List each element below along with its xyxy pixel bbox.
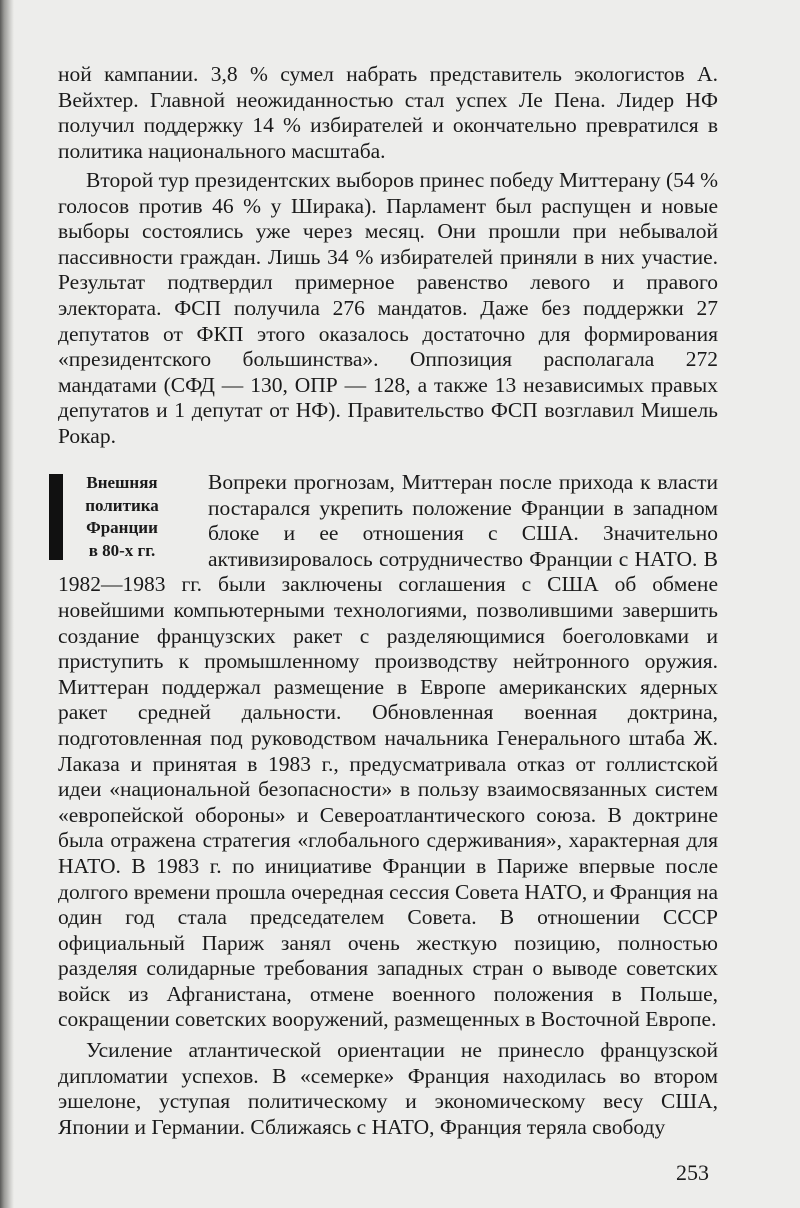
paragraph-1-container — [58, 62, 718, 164]
side-heading-line-3: Франции — [86, 518, 158, 537]
paragraph-1: ной кампании. 3,8 % сумел набрать представитель экологистов А. Вейхтер. Главной неожиданностью стал успех Ле Пена. Лидер НФ получил поддержку 14 % избирателей и окончательно превратился в политика национального масштаба. — [58, 62, 718, 163]
paragraph-2: Второй тур президентских выборов принес победу Миттерану (54 % голосов против 46 % у Ширака). Парламент был распущен и новые выборы состоялись уже через месяц. Они прошли при небывалой пассивности граждан. Лишь 34 % избирателей приняли в них участие. Результат подтвердил примерное равенство левого и правого электората. ФСП получила 276 мандатов. Даже без поддержки 27 депутатов от ФКП этого оказалось достаточно для формирования «президентского большинства». Оппозиция располагала 272 мандатами (СФД — 130, ОПР — 128, а также 13 независимых правых депутатов и 1 депутат от НФ). Правительство ФСП возглавил Мишель Рокар. — [58, 168, 718, 448]
page-binding-shadow — [0, 0, 14, 1208]
paragraph-4: Усиление атлантической ориентации не принесло французской дипломатии успехов. В «семерке» Франция находилась во втором эшелоне, уступая политическому и экономическому весу США, Японии и Германии. Сближаясь с НАТО, Франция теряла свободу — [58, 1038, 718, 1139]
side-heading-spacer — [58, 470, 208, 572]
paragraph-4-container — [58, 1038, 718, 1140]
side-heading-line-1: Внешняя — [86, 473, 158, 492]
paragraph-3: Вопреки прогнозам, Миттеран после прихода к власти постарался укрепить положение Франции в западном блоке и ее отношения с США. Значительно активизировалось сотрудничество Франции с НАТО. В 1982—1983 гг. были заключены соглашения с США об обмене новейшими компьютерными технологиями, позволившими завершить создание французских ракет с разделяющимися боеголовками и приступить к промышленному производству нейтронного оружия. Миттеран поддержал размещение в Европе американских ядерных ракет средней дальности. Обновленная военная доктрина, подготовленная под руководством начальника Генерального штаба Ж. Лаказа и принятая в 1983 г., предусматривала отказ от голлистской идеи «национальной безопасности» в пользу взаимосвязанных систем «европейской обороны» и Североатлантического союза. В доктрине была отражена стратегия «глобального сдерживания», характерная для НАТО. В 1983 г. по инициативе Франции в Париже впервые после долгого времени прошла очередная сессия Совета НАТО, и Франция на один год стала председателем Совета. В отношении СССР официальный Париж занял очень жесткую позицию, полностью разделяя солидарные требования западных стран о выводе советских войск из Афганистана, отмене военного положения в Польше, сокращении советских вооружений, размещенных в Восточной Европе. — [58, 470, 718, 1032]
paragraph-3-container — [58, 470, 718, 1033]
side-heading-line-2: политика — [85, 495, 159, 515]
side-heading-line-4: в 80-х гг. — [88, 540, 156, 560]
paragraph-2-container — [58, 168, 718, 450]
page-number: 253 — [676, 1160, 709, 1185]
